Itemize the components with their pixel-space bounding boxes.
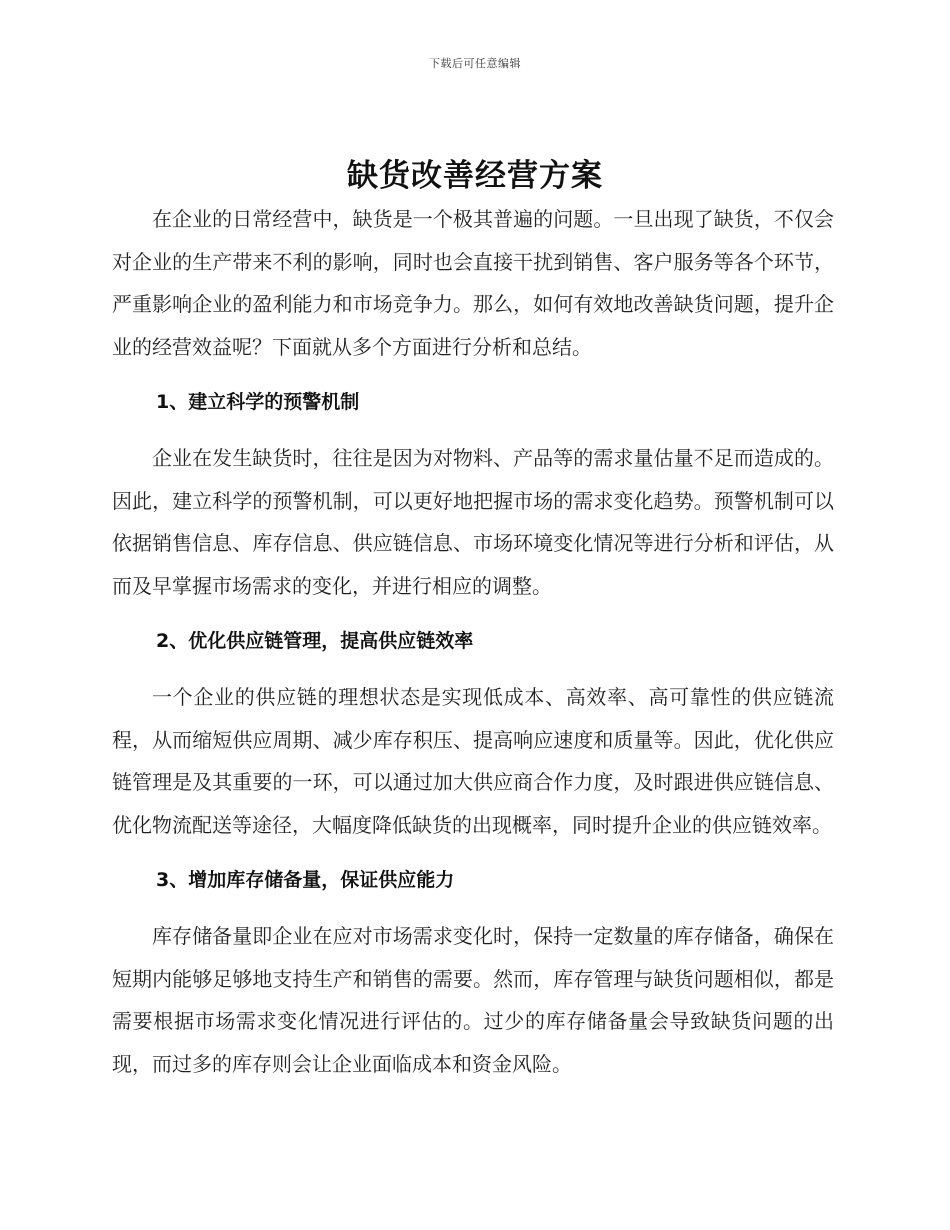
section-paragraph: 库存储备量即企业在应对市场需求变化时，保持一定数量的库存储备，确保在短期内能够足够地支持生产和销售的需要。然而，库存管理与缺货问题相似，都是需要根据市场需求变化情况进行评估的。过少的库存储备量会导致缺货问题的出现，而过多的库存则会让企业面临成本和资金风险。 (112, 924, 834, 1076)
header-note: 下载后可任意编辑 (429, 57, 521, 70)
section-paragraph: 企业在发生缺货时，往往是因为对物料、产品等的需求量估量不足而造成的。因此，建立科学的预警机制，可以更好地把握市场的需求变化趋势。预警机制可以依据销售信息、库存信息、供应链信息、市场环境变化情况等进行分析和评估，从而及早掌握市场需求的变化，并进行相应的调整。 (112, 446, 834, 598)
document-body (112, 198, 834, 1085)
section-early-warning (112, 387, 834, 607)
section-inventory-reserve (112, 865, 834, 1085)
intro-paragraph: 在企业的日常经营中，缺货是一个极其普遍的问题。一旦出现了缺货，不仅会对企业的生产带来不利的影响，同时也会直接干扰到销售、客户服务等各个环节，严重影响企业的盈利能力和市场竞争力。那么，如何有效地改善缺货问题，提升企业的经营效益呢？下面就从多个方面进行分析和总结。 (112, 207, 834, 359)
section-heading: 2、优化供应链管理，提高供应链效率 (156, 630, 474, 652)
document-title: 缺货改善经营方案 (347, 158, 603, 194)
section-paragraph: 一个企业的供应链的理想状态是实现低成本、高效率、高可靠性的供应链流程，从而缩短供应周期、减少库存积压、提高响应速度和质量等。因此，优化供应链管理是及其重要的一环，可以通过加大供应商合作力度，及时跟进供应链信息、优化物流配送等途径，大幅度降低缺货的出现概率，同时提升企业的供应链效率。 (112, 685, 834, 837)
section-heading: 1、建立科学的预警机制 (156, 391, 360, 413)
section-supply-chain (112, 626, 834, 846)
section-heading: 3、增加库存储备量，保证供应能力 (156, 869, 455, 891)
